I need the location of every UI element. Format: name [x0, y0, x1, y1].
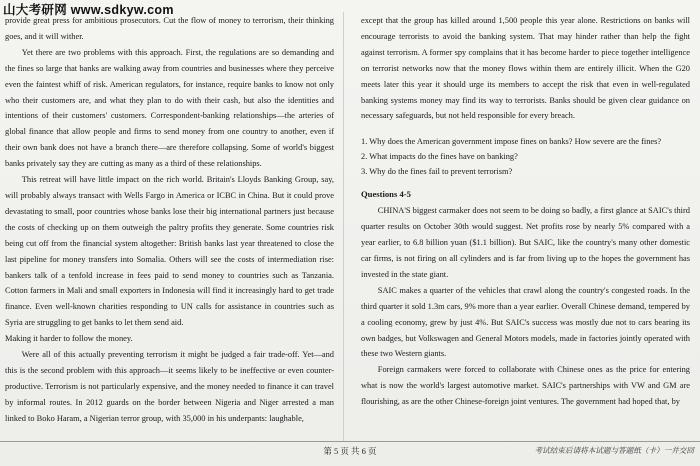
watermark-logo: 山大考研网 www.sdkyw.com	[3, 3, 174, 17]
footer-note: 考试结束后请将本试题与答题纸（卡）一并交回	[534, 446, 694, 455]
paragraph: Making it harder to follow the money.	[5, 334, 133, 344]
paragraph: except that the group has killed around 1,500 people this year alone. Restrictions on banks will encourage terrorists to avoid the banking system. That may hinder rather than help the fight against terrorism. A former spy complains that it has become harder to piece together intelligence on terrorist networks now that the money flows within them are entirely illicit. When the G20 meets later this year it should urge its members to accept the risk that even in well-regulated banking systems money may find its way to terrorists. Banks should be given clear guidance on necessary safeguards, but not held responsible for every breach.	[361, 16, 690, 121]
paragraph: provide great press for ambitious prosecutors. Cut the flow of money to terrorism, their thinking goes, and it will wither.	[5, 16, 334, 41]
page-number: 第 5 页 共 6 页	[323, 446, 377, 456]
paragraph: SAIC makes a quarter of the vehicles that crawl along the country's congested roads. In the third quarter it sold 1.3m cars, 9% more than a year earlier. Overall Chinese demand, tempered by a cooling economy, grew by just 4%. But SAIC's success was mostly due not to cars bearing its own badges, but Volkswagen and General Motors models, made in factories jointly operated with these two Western giants.	[361, 285, 690, 359]
left-column	[5, 13, 334, 427]
right-column	[361, 13, 690, 410]
spacer	[361, 124, 690, 134]
paragraph: This retreat will have little impact on the rich world. Britain's Lloyds Banking Group, say, will probably always transact with Wells Fargo in America or ICBC in China. But it could prove devastating to small, poor countries whose banks lose their big international partners just because the costs of checking up on them outweigh the paltry profits they generate. Some countries risk being cut off from the financial system altogether: British banks last year threatened to close the last pipeline for money transfers into Somalia. Others will see the costs of intermediation rise: bankers talk of a tenfold increase in fees paid to send money to countries such as Tanzania. Cotton farmers in Mali and small exporters in Indonesia will find it increasingly hard to get trade finance. Even well-known charities responding to UN calls for assistance in countries such as Syria are struggling to get banks to let them send aid.	[5, 175, 334, 328]
paragraph: Were all of this actually preventing terrorism it might be judged a fair trade-off. Yet—and this is the second problem with this approach—it seems likely to be ineffective or even counter-productive. Terrorism is not particularly expensive, and the money needed to finance it can travel by informal routes. In 2012 guards on the border between Nigeria and Niger arrested a man linked to Boko Haram, a Nigerian terror group, with 35,000 in his underpants: laughable,	[5, 350, 334, 423]
question-item: 1. Why does the American government impose fines on banks? How severe are the fines?	[361, 137, 662, 147]
paragraph: Foreign carmakers were forced to collaborate with Chinese ones as the price for entering what is now the world's largest automotive market. SAIC's partnerships with VW and GM are flourishing, as are the other Chinese-foreign joint ventures. The government had hoped that, by	[361, 365, 690, 407]
footer-rule	[0, 441, 700, 442]
question-item: 2. What impacts do the fines have on banking?	[361, 152, 518, 162]
question-list	[361, 134, 690, 179]
paragraph: CHINA'S biggest carmaker does not seem to be doing so badly, a first glance at SAIC's third quarter results on October 30th would suggest. Net profits rose by nearly 5% compared with a year earlier, to 6.8 billion yuan ($1.1 billion). But SAIC, like the country's many other domestic car firms, is not firing on all cylinders and is far from living up to the hopes the government has invested in the state giant.	[361, 206, 690, 279]
section-title: Questions 4-5	[361, 189, 411, 200]
column-divider	[343, 12, 344, 442]
question-item: 3. Why do the fines fail to prevent terrorism?	[361, 167, 513, 177]
paragraph: Yet there are two problems with this approach. First, the regulations are so demanding and the fines so large that banks are walking away from countries and businesses where they perceive even the faintest whiff of risk. American regulators, for instance, require banks to know not only who their customers are, and what they plan to do with their cash, but also the identities and intentions of their customers' customers. Correspondent-banking relationships—the arteries of global finance that allow people and firms to send money from one country to another, even if their own bank does not have a branch there—are therefore collapsing. Some of world's biggest banks privately say they are cutting as many as a third of these relationships.	[5, 47, 334, 169]
